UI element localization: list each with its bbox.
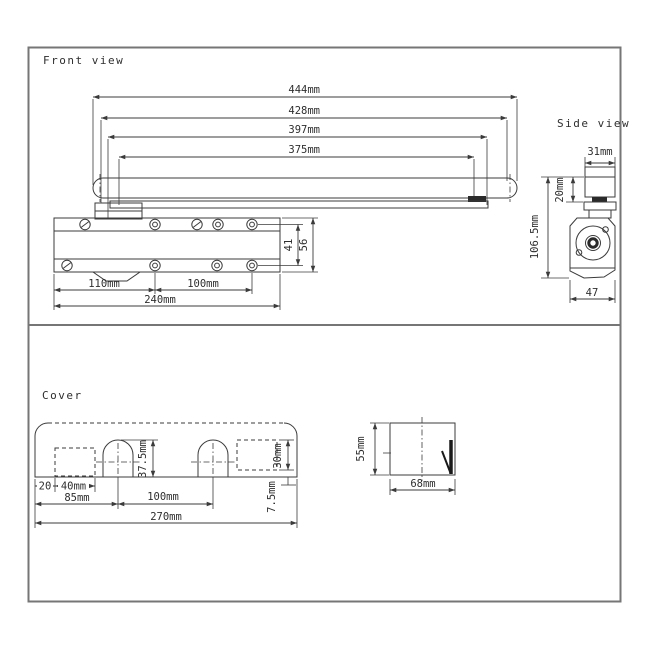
front-view-title: Front view [43,54,125,67]
cover-front-drawing [35,423,297,477]
side-view-dimensions [529,146,615,303]
screw-bottom-ring-3 [247,260,257,270]
dim-106-5-label: 106.5mm [529,214,541,260]
dim-100-label: 100mm [187,278,219,290]
front-view [43,54,517,310]
pinion-shaft [589,239,597,247]
cover-profile-drawing [383,417,455,481]
closer-body-drawing [54,218,280,281]
dim-110-label: 110mm [88,278,120,290]
cover-section [35,389,455,528]
screw-top-ring-3 [247,219,257,229]
neck [589,210,611,218]
dim-37-5-label: 37.5mm [137,440,149,478]
dim-428-label: 428mm [288,105,320,117]
screw-bottom-ring-1 [150,260,160,270]
cutout-right [237,440,277,470]
dim-47-label: 47 [585,287,599,299]
screw-bottom-slotted-1 [62,260,72,270]
slide-arm-drawing [93,174,517,219]
dim-85-label: 85mm [64,492,90,504]
slide-channel [110,201,488,208]
side-view-drawing [570,167,616,278]
cover-outline [35,423,297,477]
screw-top-slotted-2 [192,219,202,229]
cover-profile-dimensions [355,423,455,495]
body-section [570,218,615,268]
spindle-block [592,197,607,202]
screw-top-slotted-1 [80,219,90,229]
front-view-length-dimensions [93,84,517,219]
dim-100-cover-label: 100mm [147,491,179,503]
dim-240-label: 240mm [144,294,176,306]
dim-31-label: 31mm [587,146,613,158]
side-view [529,117,630,303]
cover-profile-outline [390,423,455,475]
body-base [570,268,615,278]
cover-dimensions [35,440,297,528]
flange [584,202,616,210]
dim-20-label: 20mm [554,177,566,203]
dim-7-5-label: 7.5mm [266,481,278,513]
clip-hook [442,451,451,473]
dim-41-label: 41 [283,238,295,252]
dim-375-label: 375mm [288,144,320,156]
dim-270-label: 270mm [150,511,182,523]
dim-68-label: 68mm [410,478,436,490]
dim-397-label: 397mm [288,124,320,136]
dim-20-cover-label: 20 [38,480,52,493]
cutout-left [55,448,95,476]
cover-title: Cover [42,389,83,402]
front-view-body-dimensions [54,218,318,310]
dim-30-label: 30mm [272,443,284,469]
screw-bottom-ring-2 [212,260,222,270]
sheet-frame [29,48,621,602]
dim-444-label: 444mm [288,84,320,96]
side-view-title: Side view [557,117,631,130]
dim-56-label: 56 [298,238,310,252]
screw-top-ring-1 [150,219,160,229]
screw-top-ring-2 [213,219,223,229]
dim-40-label: 40mm [60,480,87,493]
dim-55-label: 55mm [355,436,367,462]
channel-section [585,167,615,197]
